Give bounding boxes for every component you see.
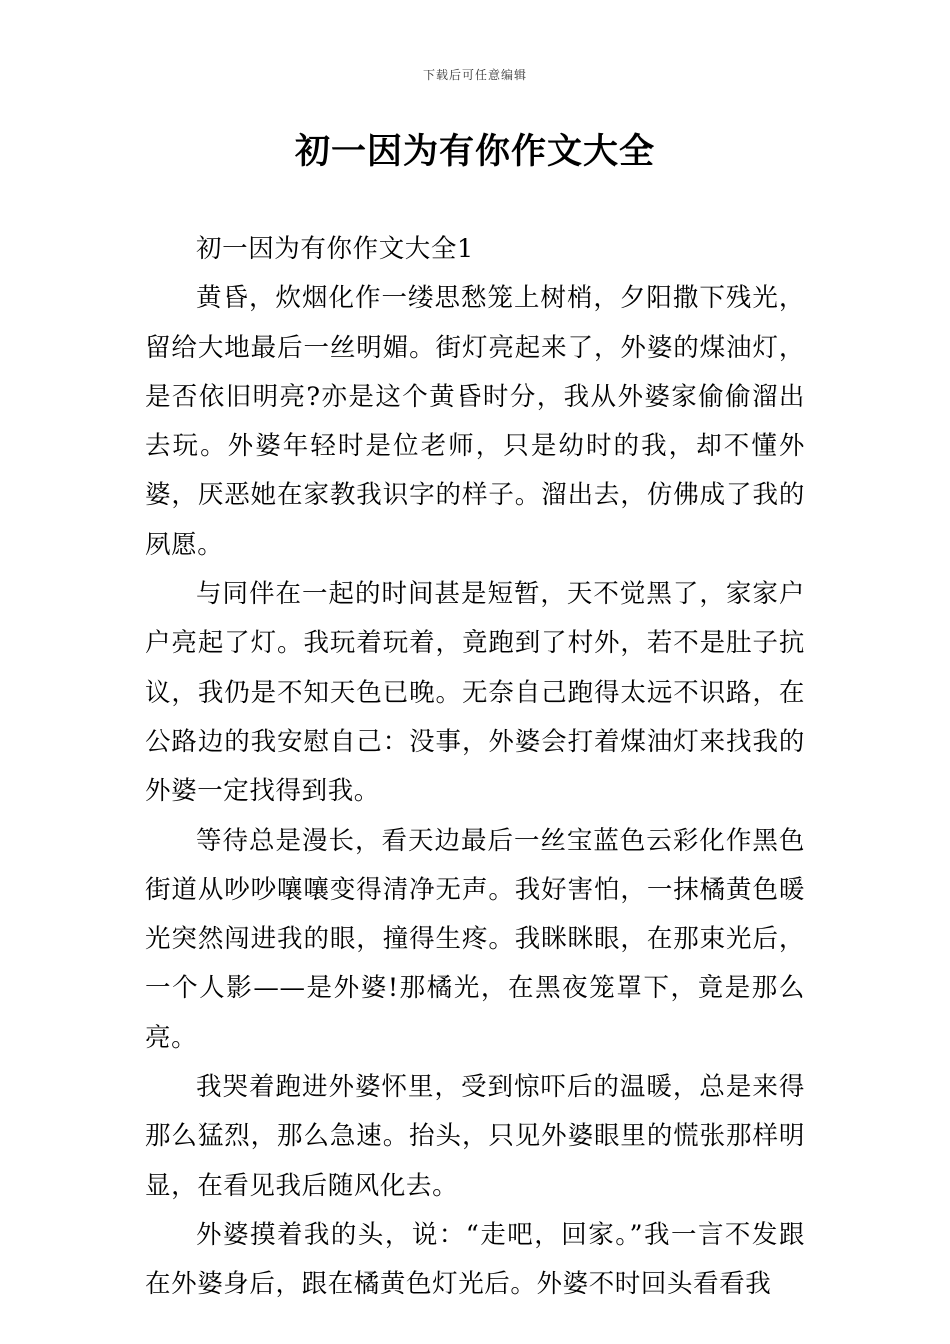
article-subtitle: 初一因为有你作文大全1 bbox=[196, 234, 474, 264]
paragraph: 我哭着跑进外婆怀里，受到惊吓后的温暖，总是来得那么猛烈，那么急速。抬头，只见外婆眼里的慌张那样明显，在看见我后随风化去。 bbox=[145, 1072, 805, 1201]
header-note: 下载后可任意编辑 bbox=[422, 68, 527, 82]
article-body bbox=[145, 225, 805, 1310]
paragraph: 与同伴在一起的时间甚是短暂，天不觉黑了，家家户户亮起了灯。我玩着玩着，竟跑到了村外，若不是肚子抗议，我仍是不知天色已晚。无奈自己跑得太远不识路，在公路边的我安慰自己：没事，外婆会打着煤油灯来找我的外婆一定找得到我。 bbox=[145, 579, 805, 807]
paragraph: 黄昏，炊烟化作一缕思愁笼上树梢，夕阳撒下残光，留给大地最后一丝明媚。街灯亮起来了，外婆的煤油灯，是否依旧明亮?亦是这个黄昏时分，我从外婆家偷偷溜出去玩。外婆年轻时是位老师，只是幼时的我，却不懂外婆，厌恶她在家教我识字的样子。溜出去，仿佛成了我的夙愿。 bbox=[145, 283, 805, 560]
paragraph: 外婆摸着我的头，说：“走吧，回家。”我一言不发跟在外婆身后，跟在橘黄色灯光后。外婆不时回头看看我 bbox=[145, 1219, 805, 1300]
page-title: 初一因为有你作文大全 bbox=[294, 132, 655, 172]
paragraph: 等待总是漫长，看天边最后一丝宝蓝色云彩化作黑色街道从吵吵嚷嚷变得清净无声。我好害怕，一抹橘黄色暖光突然闯进我的眼，撞得生疼。我眯眯眼，在那束光后，一个人影——是外婆!那橘光，在黑夜笼罩下，竟是那么亮。 bbox=[145, 825, 805, 1053]
